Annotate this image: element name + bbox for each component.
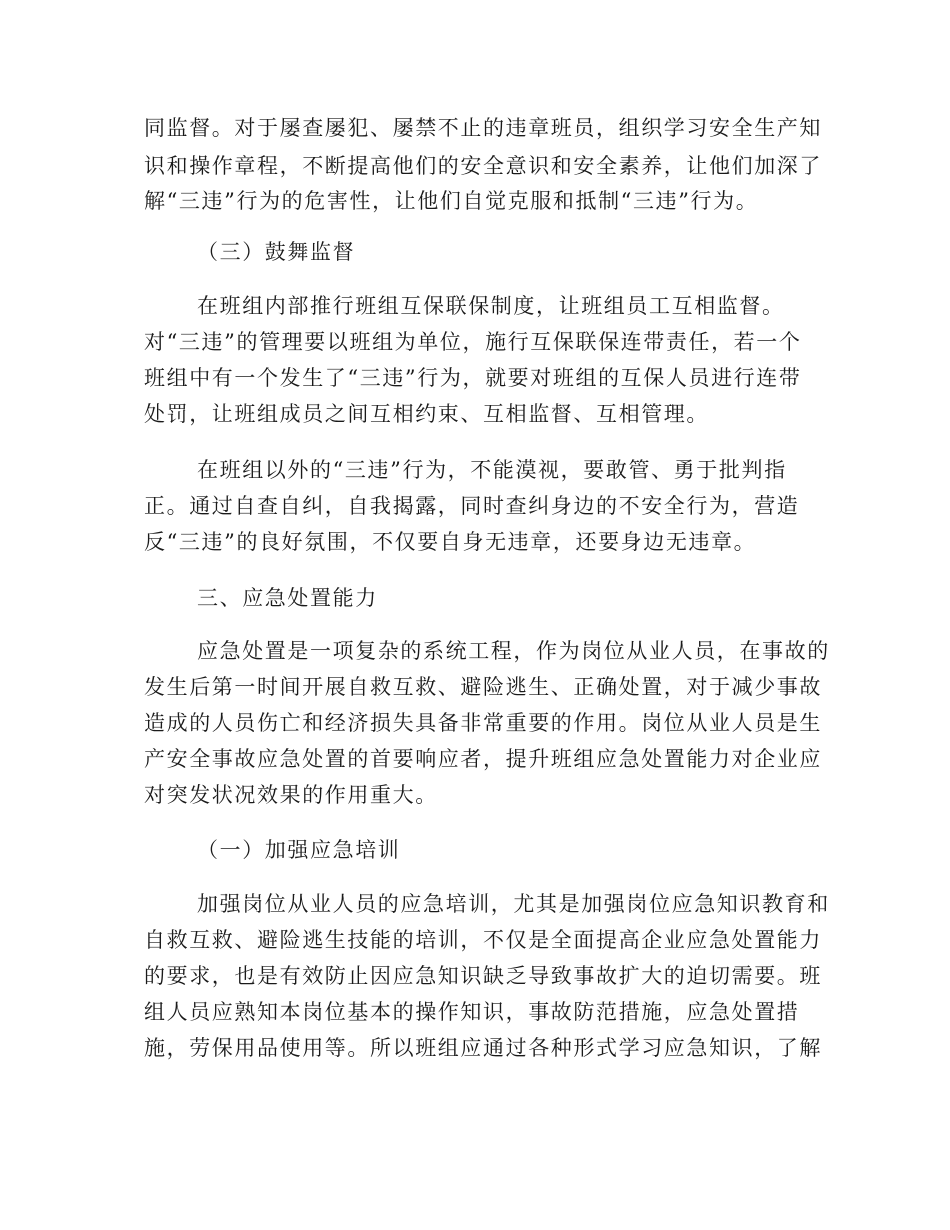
text-line: 产安全事故应急处置的首要响应者，提升班组应急处置能力对企业应	[144, 747, 822, 771]
text-line: 在班组以外的“三违”行为，不能漠视，要敢管、勇于批判指	[197, 458, 787, 482]
text-line: 反“三违”的良好氛围，不仅要自身无违章，还要身边无违章。	[144, 530, 757, 554]
text-line: 同监督。对于屡查屡犯、屡禁不止的违章班员，组织学习安全生产知	[144, 116, 822, 140]
section-heading: （三）鼓舞监督	[197, 240, 356, 264]
section-heading: 三、应急处置能力	[197, 586, 378, 610]
text-line: 组人员应熟知本岗位基本的操作知识，事故防范措施，应急处置措	[144, 1000, 800, 1024]
section-heading: （一）加强应急培训	[197, 838, 401, 862]
text-line: 的要求，也是有效防止因应急知识缺乏导致事故扩大的迫切需要。班	[144, 964, 822, 988]
text-line: 自救互救、避险逃生技能的培训，不仅是全面提高企业应急处置能力	[144, 928, 822, 952]
text-line: 发生后第一时间开展自救互救、避险逃生、正确处置，对于减少事故	[144, 675, 822, 699]
text-line: 加强岗位从业人员的应急培训，尤其是加强岗位应急知识教育和	[197, 892, 830, 916]
text-line: 对突发状况效果的作用重大。	[144, 783, 438, 807]
text-line: 应急处置是一项复杂的系统工程，作为岗位从业人员，在事故的	[197, 639, 830, 663]
text-line: 对“三违”的管理要以班组为单位，施行互保联保连带责任，若一个	[144, 330, 802, 354]
text-line: 正。通过自查自纠，自我揭露，同时查纠身边的不安全行为，营造	[144, 494, 800, 518]
text-line: 解“三违”行为的危害性，让他们自觉克服和抵制“三违”行为。	[144, 189, 759, 213]
text-line: 识和操作章程，不断提高他们的安全意识和安全素养，让他们加深了	[144, 154, 822, 178]
text-line: 处罚，让班组成员之间互相约束、互相监督、互相管理。	[144, 402, 709, 426]
text-line: 施，劳保用品使用等。所以班组应通过各种形式学习应急知识，了解	[144, 1036, 822, 1060]
text-line: 在班组内部推行班组互保联保制度，让班组员工互相监督。	[197, 294, 785, 318]
text-line: 班组中有一个发生了“三违”行为，就要对班组的互保人员进行连带	[144, 366, 802, 390]
text-line: 造成的人员伤亡和经济损失具备非常重要的作用。岗位从业人员是生	[144, 711, 822, 735]
